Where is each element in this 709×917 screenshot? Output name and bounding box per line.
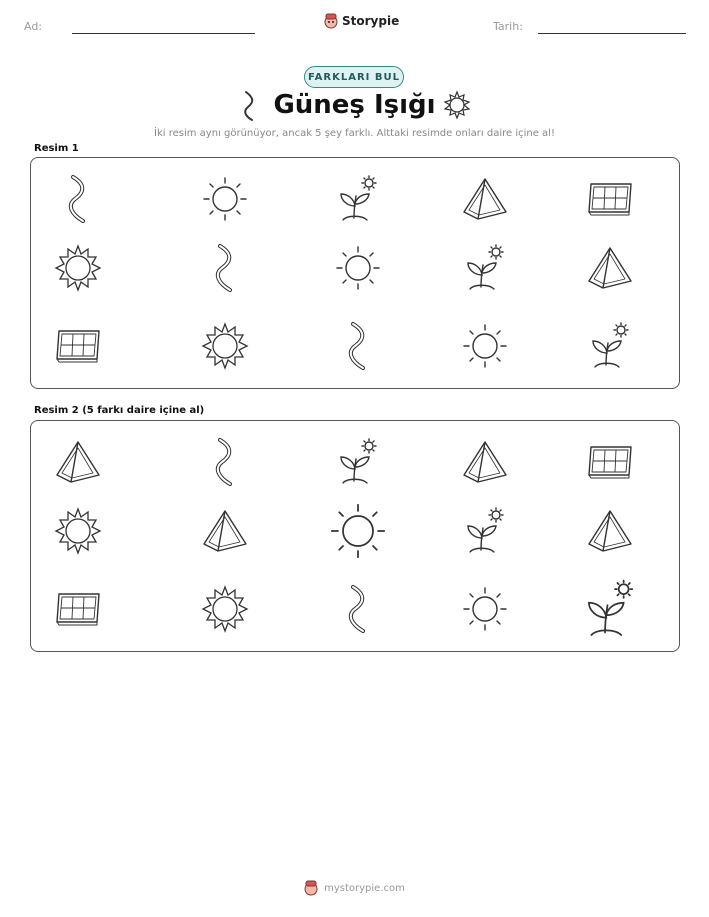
storypie-mascot-icon	[324, 13, 338, 29]
worm-icon	[195, 238, 255, 298]
sun-icon	[328, 501, 388, 561]
pyramid-icon	[195, 501, 255, 561]
instructions: İki resim aynı görünüyor, ancak 5 şey farklı. Alttaki resimde onları daire içine al!	[154, 128, 555, 139]
name-label: Ad:	[24, 20, 43, 33]
solar-panel-icon	[580, 432, 640, 492]
brand-logo	[324, 13, 399, 29]
sun-icon	[455, 579, 515, 639]
brand-name: Storypie	[342, 14, 400, 28]
date-line[interactable]	[538, 33, 686, 34]
picture-1-label: Resim 1	[34, 143, 79, 154]
solar-panel-icon	[48, 316, 108, 376]
worm-icon	[240, 90, 260, 122]
category-badge: FARKLARI BUL	[304, 66, 404, 88]
spiky-sun-icon	[195, 579, 255, 639]
picture-2-label: Resim 2 (5 farkı daire içine al)	[34, 405, 205, 416]
picture-2-panel	[30, 420, 680, 652]
spiky-sun-icon	[442, 90, 472, 120]
spiky-sun-icon	[48, 501, 108, 561]
storypie-mascot-icon	[304, 880, 318, 896]
picture-1-panel	[30, 157, 680, 389]
sun-icon	[195, 169, 255, 229]
date-label: Tarih:	[493, 20, 523, 33]
worm-icon	[195, 432, 255, 492]
worm-icon	[328, 316, 388, 376]
sprout-icon	[328, 432, 388, 492]
sprout-icon	[580, 579, 640, 639]
pyramid-icon	[580, 238, 640, 298]
sprout-icon	[455, 501, 515, 561]
worm-icon	[328, 579, 388, 639]
name-line[interactable]	[72, 33, 255, 34]
sprout-icon	[580, 316, 640, 376]
pyramid-icon	[455, 432, 515, 492]
footer-url: mystorypie.com	[324, 882, 405, 894]
page-title: Güneş Işığı	[273, 90, 436, 120]
worm-icon	[48, 169, 108, 229]
spiky-sun-icon	[48, 238, 108, 298]
pyramid-icon	[48, 432, 108, 492]
sprout-icon	[328, 169, 388, 229]
sun-icon	[328, 238, 388, 298]
footer	[0, 880, 709, 896]
solar-panel-icon	[580, 169, 640, 229]
pyramid-icon	[580, 501, 640, 561]
pyramid-icon	[455, 169, 515, 229]
spiky-sun-icon	[195, 316, 255, 376]
sun-icon	[455, 316, 515, 376]
sprout-icon	[455, 238, 515, 298]
solar-panel-icon	[48, 579, 108, 639]
